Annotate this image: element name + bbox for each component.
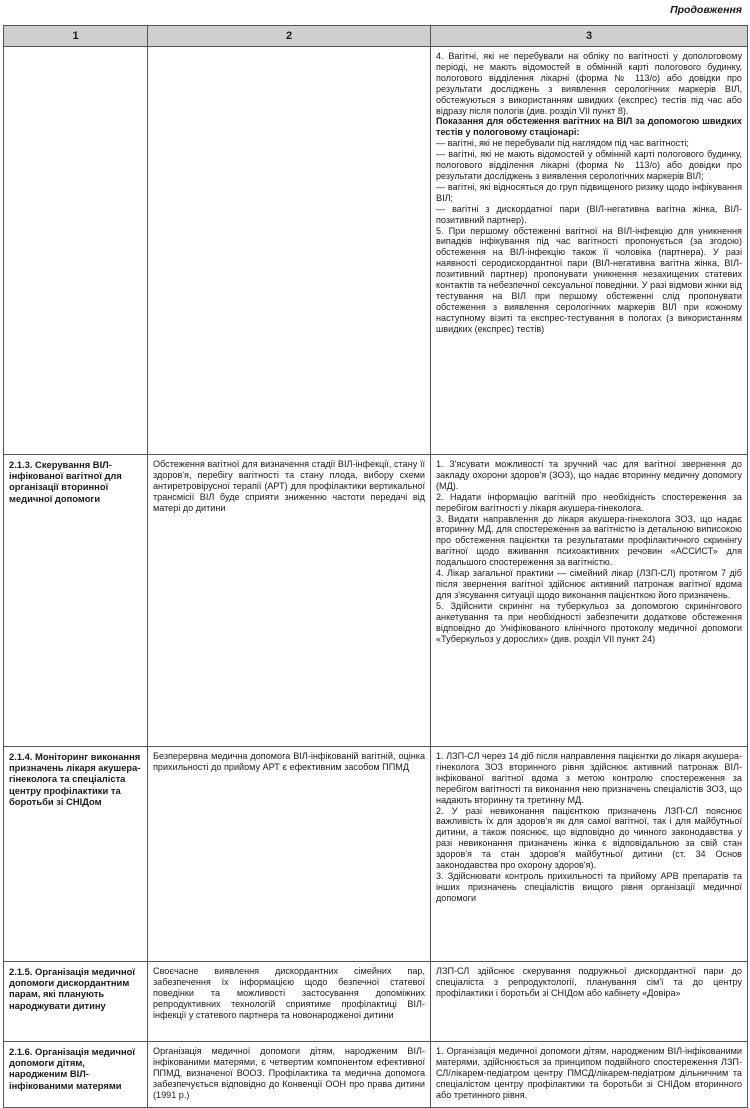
action-paragraph: 5. Здійснити скринінг на туберкульоз за допомогою скринінгового анкетування та при необхідності забезпечити додаткове обстеження відповідно до Уніфікованого клінічного протоколу медичної допомоги «Туберкульоз у дорослих» (див. розділ VII пункт 24) — [436, 600, 742, 644]
table-header-row — [4, 26, 748, 47]
rationale-cell: Обстеження вагітної для визначення стадії ВІЛ-інфекції, стану її здоров'я, перебігу вагітності та стану плода, вибору схеми антиретровірусної терапії (АРТ) для профілактики вертикальної трансмісії ВІЛ буде сприяти зниженню частоти передачі від матері до дитини — [148, 455, 431, 747]
action-paragraph: ЛЗП-СЛ здійснює скерування подружньої дискордантної пари до спеціаліста з репродуктології, планування сім'ї та до центру профілактики і боротьби зі СНІДом або кабінету «Довіра» — [436, 966, 742, 998]
action-paragraph: — вагітні, які не перебували під наглядом під час вагітності; — [436, 138, 689, 149]
action-paragraph: 3. Здійснювати контроль прихильності та прийому АРВ препаратів та інших призначень спеціалістів вищого рівня організації медичної допомоги — [436, 870, 742, 903]
rationale-cell: Своєчасне виявлення дискордантних сімейних пар, забезпечення їх інформацією щодо безпечної статевої поведінки та можливості застосування допоміжних репродуктивних технологій сприятиме профілактиці ВІЛ-інфекції у статевого партнера та новонародженої дитини — [148, 962, 431, 1042]
protocol-table — [3, 25, 748, 1108]
action-paragraph: 1. Організація медичної допомоги дітям, народженим ВІЛ-інфікованими матерями, здійснюється за принципом подвійного спостереження ЛЗП-СЛ/лікарем-педіатром центру ПМСД/лікарем-педіатром дільничним та спеціалістом центру профілактики та боротьби зі СНІДом вторинного або третинного рівня. — [436, 1046, 742, 1100]
action-paragraph: — вагітні, які відносяться до груп підвищеного ризику щодо інфікування ВІЛ; — [436, 181, 742, 203]
table-row — [4, 747, 748, 962]
stage-cell: 2.1.6. Організація медичної допомоги дітям, народженим ВІЛ-інфікованими матерями — [4, 1042, 148, 1108]
actions-cell — [431, 455, 748, 747]
table-row — [4, 47, 748, 455]
table-row — [4, 962, 748, 1042]
table-row — [4, 455, 748, 747]
stage-cell — [4, 47, 148, 455]
action-paragraph: 5. При першому обстеженні вагітної на ВІЛ-інфекцію для уникнення випадків інфікування під час вагітності пропонується (за згодою) обстеження на ВІЛ-інфекцію також її чоловіка (партнера). У разі наявності серодискордантної пари (ВІЛ-негативна вагітна жінка, ВІЛ-позитивний партнер) пропонувати уникнення незахищених статевих контактів та небезпечної сексуальної поведінки. У разі відмови жінки від тестування на ВІЛ при першому обстеженні слід пропонувати обстеження з виявлення серологічних маркерів ВІЛ при кожному наступному візиті та експрес-тестування в пологах (з використанням швидких (експрес) тестів) — [436, 225, 742, 334]
column-header-1: 1 — [4, 26, 148, 47]
action-paragraph: — вагітні, які не мають відомостей у обмінній карті пологового будинку, пологового відділення лікарні (форма № 113/о) або довідки про результати досліджень з виявлення серологічних маркерів ВІЛ; — [436, 149, 742, 181]
actions-cell — [431, 1042, 748, 1108]
action-paragraph: 2. У разі невиконання пацієнткою призначень ЛЗП-СЛ пояснює важливість їх для здоров'я як для самої вагітної, так і для майбутньої дитини, а також пояснює, що відповідно до чинного законодавства у разі невиконання призначень жінка є відповідальною за свій стан здоров'я та стан здоров'я майбутньої дитини (ст. 34 Основ законодавства про охорону здоров'я). — [436, 805, 742, 871]
action-paragraph: 3. Видати направлення до лікаря акушера-гінеколога ЗОЗ, що надає вторинну МД, для спостереження за вагітністю із детальною виписокою про обстеження пацієнтки та результатами профілактичного скринінгу вагітної щодо вживання психоактивних речовин «АССИСТ» для подальшого спостереження за вагітністю. — [436, 513, 742, 568]
stage-cell: 2.1.3. Скерування ВІЛ-інфікованої вагітної для організації вторинної медичної допомоги — [4, 455, 148, 747]
action-paragraph: — вагітні з дискордатної пари (ВІЛ-негативна вагітна жінка, ВІЛ-позитивний партнер). — [436, 203, 742, 225]
action-paragraph: 1. З'ясувати можливості та зручний час для вагітної звернення до закладу охорони здоров'я (ЗОЗ), що надає вторинну медичну допомогу (МД). — [436, 459, 742, 491]
actions-cell — [431, 962, 748, 1042]
actions-cell — [431, 47, 748, 455]
column-header-3: 3 — [431, 26, 748, 47]
action-paragraph: 4. Лікар загальної практики — сімейний лікар (ЛЗП-СЛ) протягом 7 діб після звернення вагітної здійснює активний патронаж вагітної вдома для з'ясування ситуації щодо виконання пацієнткою його призначень. — [436, 568, 742, 600]
stage-cell: 2.1.4. Моніторинг виконання призначень лікаря акушера-гінеколога та спеціаліста центру профілактики та боротьби зі СНІДом — [4, 747, 148, 962]
action-paragraph: 2. Надати інформацію вагітній про необхідність спостереження за перебігом вагітності у лікаря акушера-гінеколога. — [436, 491, 742, 513]
continuation-label: Продовження — [670, 4, 742, 16]
column-header-2: 2 — [148, 26, 431, 47]
rationale-cell — [148, 47, 431, 455]
rationale-cell: Організація медичної допомоги дітям, народженим ВІЛ-інфікованими матерями, є четвертим компонентом ефективної ППМД, визначеної ВООЗ. Профілактика та медична допомога забезпечується відповідно до Конвенції ООН про права дитини (1991 р.) — [148, 1042, 431, 1108]
action-paragraph: Показання для обстеження вагітних на ВІЛ за допомогою швидких тестів у пологовому стаціонарі: — [436, 116, 742, 138]
action-paragraph: 1. ЛЗП-СЛ через 14 діб після направлення пацієнтки до лікаря акушера-гінеколога ЗОЗ вторинного рівня здійснює активний патронаж ВІЛ-інфікованої вагітної вдома з метою контролю спостереження за перебігом вагітності та виконання нею призначень спеціалістів ЗОЗ, що надають вторинну та третинну МД. — [436, 751, 742, 805]
stage-cell: 2.1.5. Організація медичної допомоги дискордантним парам, які планують народжувати дитину — [4, 962, 148, 1042]
table-row — [4, 1042, 748, 1108]
rationale-cell: Безперервна медична допомога ВІЛ-інфікованій вагітній, оцінка прихильності до прийому АРТ є ефективним засобом ППМД — [148, 747, 431, 962]
action-paragraph: 4. Вагітні, які не перебували на обліку по вагітності у допологовому періоді, не мають відомостей в обмінній карті пологового будинку, пологового відділення лікарні (форма № 113/о) або довідки про результати досліджень з виявлення серологічних маркерів ВІЛ, обстежуються з використанням швидких (експрес) тестів під час або відразу після пологів (див. розділ VII пункт 8). — [436, 51, 742, 116]
actions-cell — [431, 747, 748, 962]
